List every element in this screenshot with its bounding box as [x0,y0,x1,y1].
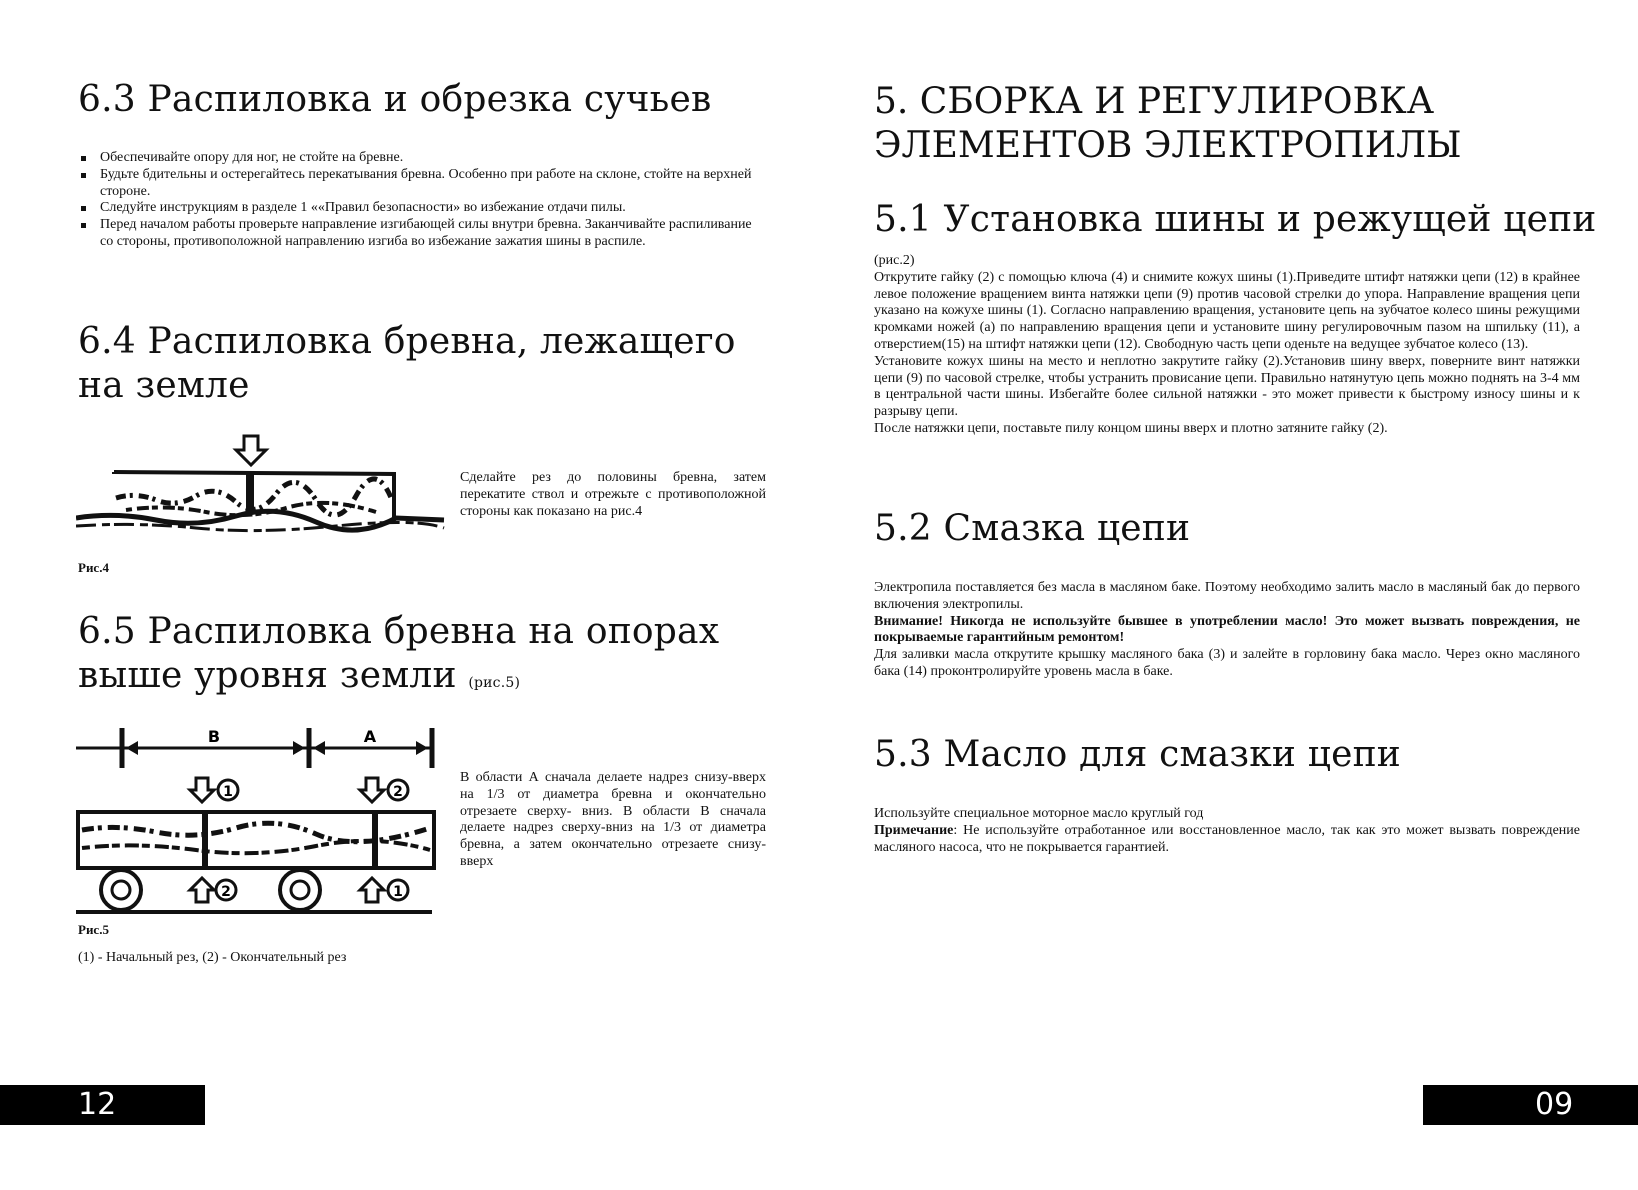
bullet-item: Будьте бдительны и остерегайтесь перекатывания бревна. Особенно при работе на склоне, стойте на верхней стороне. [78,167,764,201]
dimension-label-a: A [363,727,377,746]
figure-5-log-on-supports [76,720,436,920]
section-5-3-title: 5.3 Масло для смазки цепи [874,734,1401,775]
section-6-3-bullets [78,150,764,251]
note-label: Примечание [874,822,954,838]
figure-5-caption: Рис.5 [78,922,109,937]
section-5-1-title: 5.1 Установка шины и режущей цепи [874,199,1597,240]
figure-5-legend: (1) - Начальный рез, (2) - Окончательный рез [78,950,347,965]
section-6-4-title: 6.4 Распиловка бревна, лежащего на земле [78,321,736,406]
bullet-item: Следуйте инструкциям в разделе 1 ««Правил безопасности» во избежание отдачи пилы. [78,200,764,217]
section-5-2-paragraph-1: Электропила поставляется без масла в масляном баке. Поэтому необходимо залить масло в масляный бак до первого включения электропилы. [874,580,1580,612]
cut-number-a-bottom: 1 [393,884,403,900]
chapter-5-title-line1: 5. СБОРКА И РЕГУЛИРОВКА [874,81,1435,122]
figure-4-caption: Рис.4 [78,560,109,575]
right-page [819,0,1638,1190]
section-5-3-body [874,806,1580,856]
cut-number-b-top: 1 [223,784,233,800]
section-5-2-paragraph-2: Для заливки масла открутите крышку масляного бака (3) и залейте в горловину бака масло. Через окно масляного бака (14) проконтролируйте уровень масла в баке. [874,647,1580,679]
section-6-5-title-text: 6.5 Распиловка бревна на опорах выше уровня земли [78,611,720,696]
section-5-1-paragraph-1: Открутите гайку (2) с помощью ключа (4) и снимите кожух шины (1).Приведите штифт натяжки цепи (12) в крайнее левое положение вращением винта натяжки цепи (9) против часовой стрелки до упора. Направление вращения цепи указано на кожухе шины (1). Согласно направлению вращения, установите цепь на зубчатое колесо шины режущими кромками ножей (а) по направлению вращения цепи и установите шину регулировочным пазом на шпильку (11), а отверстием(15) на штифт натяжки цепи (12). Свободную часть цепи оденьте на ведущее зубчатое колесо (13). [874,269,1580,352]
bullet-item: Перед началом работы проверьте направление изгибающей силы внутри бревна. Заканчивайте распиливание со стороны, противоположной направлению изгиба во избежание зажатия шины в распиле. [78,217,764,251]
page-number-right: 09 [1423,1085,1638,1125]
cut-number-b-bottom: 2 [221,884,231,900]
cut-number-a-top: 2 [393,784,403,800]
dimension-label-b: B [207,727,221,746]
section-5-1-ref: (рис.2) [874,253,915,268]
section-5-3-note [874,823,1580,857]
section-6-5-text: В области А сначала делаете надрез снизу-вверх на 1/3 от диаметра бревна и окончательно отрезаете сверху- вниз. В области В сначала делаете надрез сверху-вниз на 1/3 от диаметра бревна, а затем окончательно отрезаете снизу-вверх [460,770,766,869]
section-5-1-paragraph-2: Установите кожух шины на место и неплотно закрутите гайку (2).Установив шину вверх, поверните винт натяжки цепи (9) по часовой стрелке, чтобы устранить провисание цепи. Правильно натянутую цепь можно поднять на 3-4 мм в центральной части шины. Избегайте более сильной натяжки - это может привести к быстрому износу шины и к разрыву цепи. [874,353,1580,420]
section-5-1-body [874,253,1580,438]
section-5-2-body [874,580,1580,681]
figure-4-log-on-ground [76,430,446,550]
section-5-2-title: 5.2 Смазка цепи [874,508,1191,549]
note-text: : Не используйте отработанное или восстановленное масло, так как это может вызвать повреждение масляного насоса, что не покрывается гарантией. [874,822,1580,855]
section-5-1-paragraph-3: После натяжки цепи, поставьте пилу концом шины вверх и плотно затяните гайку (2). [874,420,1388,436]
section-6-5-title-note: (рис.5) [468,675,521,691]
section-5-3-paragraph-1: Используйте специальное моторное масло круглый год [874,806,1204,821]
bullet-item: Обеспечивайте опору для ног, не стойте на бревне. [78,150,764,167]
section-6-3-title: 6.3 Распиловка и обрезка сучьев [78,79,712,120]
section-6-5-title [78,610,808,705]
page-number-left: 12 [0,1085,205,1125]
section-6-4-text: Сделайте рез до половины бревна, затем перекатите ствол и отрежьте с противоположной стороны как показано на рис.4 [460,470,766,519]
chapter-5-title-line2: ЭЛЕМЕНТОВ ЭЛЕКТРОПИЛЫ [874,125,1462,166]
section-5-2-warning: Внимание! Никогда не используйте бывшее в употреблении масло! Это может вызвать повреждения, не покрываемые гарантийным ремонтом! [874,613,1580,646]
